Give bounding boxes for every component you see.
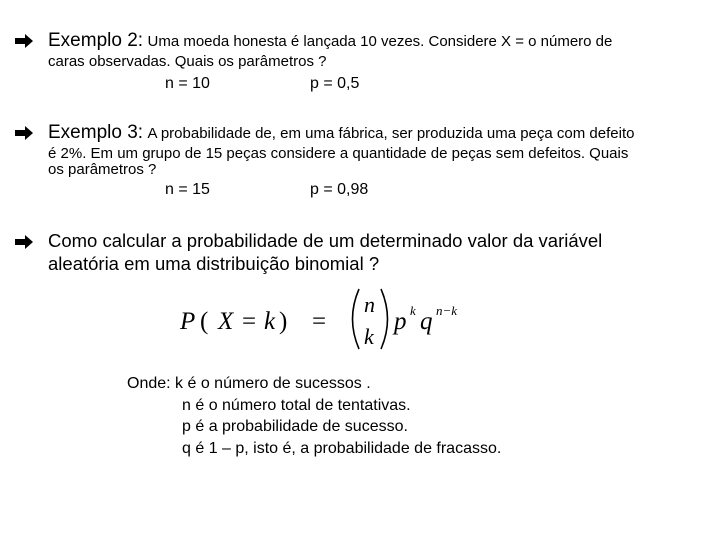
binom-right-bracket — [381, 289, 388, 349]
example-3-p: p = 0,98 — [310, 181, 369, 198]
example-2-n: n = 10 — [165, 75, 210, 92]
example-2-line — [48, 30, 612, 52]
formula-eq-2: = — [312, 308, 327, 335]
arrow-right-icon — [14, 234, 34, 250]
example-3-text-2: é 2%. Em um grupo de 15 peças considere a quantidade de peças sem defeitos. Quais — [48, 145, 629, 162]
example-3-text-1: A probabilidade de, em uma fábrica, ser produzida uma peça com defeito — [147, 125, 635, 142]
example-2-p: p = 0,5 — [310, 75, 360, 92]
formula-X: X — [218, 308, 234, 335]
arrow-right-icon — [14, 125, 34, 141]
formula-q-exponent: n−k — [436, 303, 458, 318]
definitions — [127, 373, 501, 459]
formula-p-exponent: k — [410, 303, 416, 318]
example-3-label: Exemplo 3: — [48, 122, 144, 143]
example-2-text-2: caras observadas. Quais os parâmetros ? — [48, 53, 327, 70]
binomial-formula — [176, 287, 476, 351]
formula-k: k — [264, 308, 276, 335]
formula-p: p — [394, 308, 407, 335]
formula-P: P — [180, 308, 196, 335]
definition-q: q é 1 – p, isto é, a probabilidade de fracasso. — [182, 439, 502, 457]
definition-k: Onde: k é o número de sucessos . — [127, 375, 371, 392]
formula-q: q — [420, 308, 433, 335]
example-2-text-1: Uma moeda honesta é lançada 10 vezes. Considere X = o número de — [147, 33, 613, 50]
example-2-label: Exemplo 2: — [48, 30, 144, 51]
example-3-n: n = 15 — [165, 181, 210, 198]
definition-p: p é a probabilidade de sucesso. — [182, 418, 408, 435]
example-3-line — [48, 122, 634, 144]
example-3-text-3: os parâmetros ? — [48, 161, 157, 178]
formula-lparen: ( — [200, 308, 209, 335]
question-line-2: aleatória em uma distribuição binomial ? — [48, 253, 380, 274]
definition-n: n é o número total de tentativas. — [182, 396, 411, 414]
binom-top: n — [364, 292, 375, 317]
binom-left-bracket — [353, 289, 360, 349]
arrow-right-icon — [14, 33, 34, 49]
formula-eq-1: = — [242, 308, 257, 335]
formula-rparen: ) — [279, 308, 288, 335]
binom-bottom: k — [364, 324, 374, 349]
question-line-1: Como calcular a probabilidade de um determinado valor da variável — [48, 230, 603, 251]
